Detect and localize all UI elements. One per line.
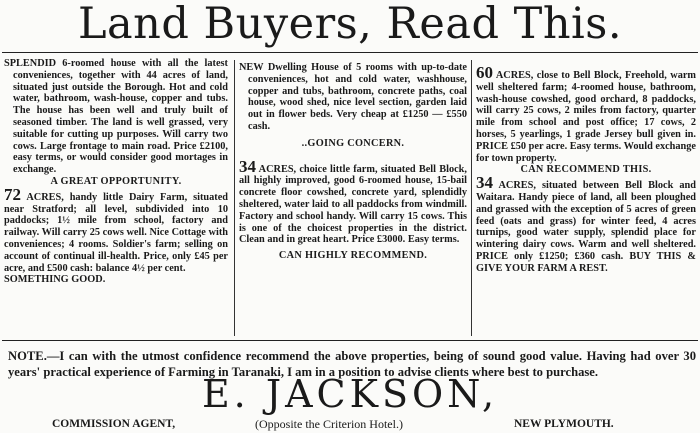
footer-town: NEW PLYMOUTH. [514, 418, 614, 430]
footer-commission-agent: COMMISSION AGENT, [52, 418, 176, 430]
ad-tag-highly-recommend: CAN HIGHLY RECOMMEND. [278, 250, 428, 262]
note-paragraph: NOTE.—I can with the utmost confidence recommend the above properties, being of sound good value. Having had over 30 years' practical experience of Farming in Taranaki, I am in a position to advise clients where best to purchase. [8, 349, 696, 379]
top-rule [2, 52, 698, 53]
ad-bell-block-farm-text: ACRES, choice little farm, situated Bell Block, all highly improved, good 6-roomed house, 15-bail concrete floor cowshed, concrete yard, splendidly sheltered, water laid to all paddocks from windmill. Factory and school handy. Will carry 15 cows. This is one of the choicest properties in the district. Clean and in great heart. Price £3000. Easy terms. [239, 163, 467, 246]
ad-60-acres [476, 63, 696, 164]
ad-tag-going-concern: ..GOING CONCERN. [301, 137, 405, 149]
column-middle [239, 62, 467, 262]
footer-address: (Opposite the Criterion Hotel.) [255, 417, 403, 431]
ad-number-34-b: 34 [476, 173, 493, 193]
agent-name: E. JACKSON, [201, 372, 499, 416]
ad-house-44-acres: SPLENDID 6-roomed house with all the latest conveniences, together with 44 acres of land, situated just outside the Borough. Hot and cold water, bathroom, wash-house, copper and tubs. The house has been well and truly built of seasoned timber. The land is well grassed, very suitable for cutting up purposes. Will carry two cows. Large frontage to main road. Price £2100, easy terms, or would consider good mortages in exchange. [4, 58, 228, 176]
ad-bell-block-farm [239, 156, 467, 247]
ad-waitara-land [476, 173, 696, 274]
ad-number-72: 72 [4, 184, 21, 204]
headline: Land Buyers, Read This. [77, 0, 623, 49]
column-divider-1 [234, 60, 235, 336]
middle-rule [2, 340, 698, 341]
ad-tag-recommend-this: CAN RECOMMEND THIS. [520, 164, 652, 176]
column-right [476, 63, 696, 275]
ad-dwelling-house: NEW Dwelling House of 5 rooms with up-to-date conveniences, hot and cold water, washhouse, copper and tubs, bathroom, concrete paths, coal house, wood shed, nice level section, garden laid out in flower beds. Very cheap at £1250 — £550 cash. [239, 62, 467, 132]
ad-dairy-farm [4, 184, 228, 275]
ad-number-34: 34 [239, 156, 256, 176]
ad-tag-something-good: SOMETHING GOOD. [4, 274, 106, 286]
ad-60-acres-text: ACRES, close to Bell Block, Freehold, warm well sheltered farm; 4-roomed house, bathroom, wash-house cowshed, good orchard, 8 paddocks, will carry 25 cows, 2 miles from factory, quarter mile from school and post office; 17 cows, 2 horses, 5 yearlings, 1 grade Jersey bull given in. PRICE £50 per acre. Easy terms. Would exchange for town property. [476, 70, 696, 164]
ad-tag-great-opportunity: A GREAT OPPORTUNITY. [50, 175, 182, 187]
ad-number-60: 60 [476, 63, 493, 82]
column-left [4, 58, 228, 286]
ad-waitara-land-text: ACRES, situated between Bell Block and Waitara. Handy piece of land, all been ploughed and grassed with the exception of 5 acres of green feed (oats and grass) for winter feed, 4 acres turnips, good water supply, splendid place for wintering dairy cows. Warm and well sheltered. PRICE only £1250; £360 cash. BUY THIS & GIVE YOUR FARM A REST. [476, 180, 696, 274]
ad-dairy-farm-text: ACRES, handy little Dairy Farm, situated near Stratford; all level, subdivided into 10 paddocks; 1½ mile from school, factory and railway. Will carry 25 cows well. Nice Cottage with conveniences; 4 rooms. Soldier's farm; selling on account of continual ill-health. Price, only £45 per acre, and £500 cash: balance 4½ per cent. [4, 191, 228, 274]
column-divider-2 [471, 60, 472, 336]
